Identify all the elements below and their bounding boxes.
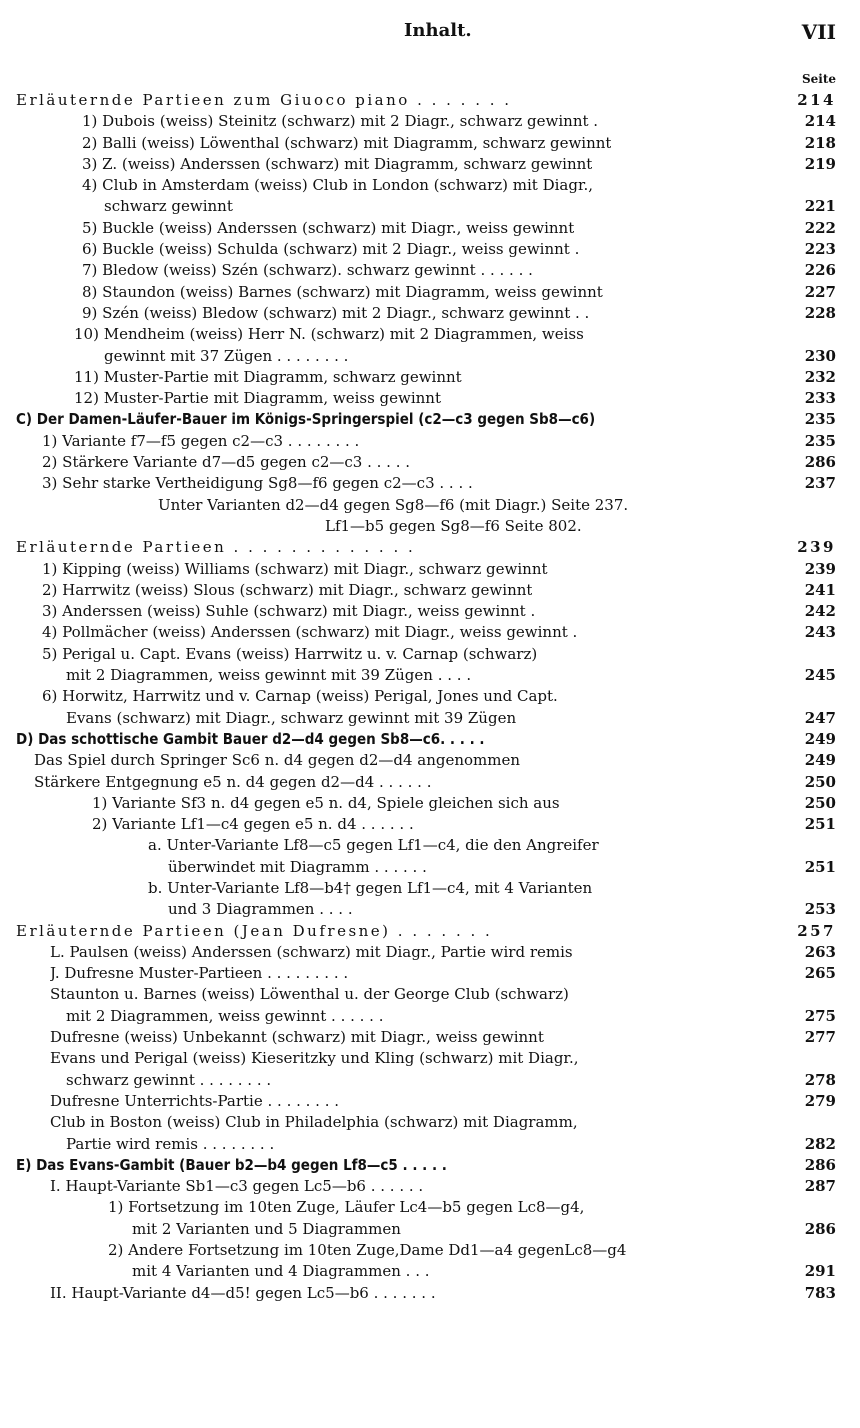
entry-text: mit 4 Varianten und 4 Diagrammen . . . xyxy=(132,1262,430,1281)
toc-entry xyxy=(0,431,860,452)
entry-text: a. Unter-Variante Lf8—c5 gegen Lf1—c4, die den Angreifer xyxy=(148,836,599,855)
toc-entry xyxy=(0,942,860,963)
entry-page: 233 xyxy=(804,389,836,408)
entry-page: 243 xyxy=(804,623,836,642)
entry-page: 263 xyxy=(804,942,836,961)
entry-text: Unter Varianten d2—d4 gegen Sg8—f6 (mit Diagr.) Seite 237. xyxy=(158,495,629,514)
entry-text: 1) Fortsetzung im 10ten Zuge, Läufer Lc4—b5 gegen Lc8—g4, xyxy=(108,1198,585,1217)
entry-page: 235 xyxy=(804,410,836,429)
toc-entry xyxy=(0,1219,860,1240)
entry-text: Erläuternde Partieen zum Giuoco piano . . . . . . . xyxy=(16,91,512,109)
table-of-contents xyxy=(0,90,860,1304)
entry-page: 257 xyxy=(797,921,836,940)
entry-text: 5) Perigal u. Capt. Evans (weiss) Harrwitz u. v. Carnap (schwarz) xyxy=(42,644,538,663)
entry-page: 228 xyxy=(804,303,836,322)
entry-text: schwarz gewinnt xyxy=(104,197,233,216)
entry-text: 4) Pollmächer (weiss) Anderssen (schwarz) mit Diagr., weiss gewinnt . xyxy=(42,623,578,642)
toc-section-heading xyxy=(0,1155,860,1176)
toc-entry xyxy=(0,750,860,771)
entry-text: b. Unter-Variante Lf8—b4† gegen Lf1—c4, mit 4 Varianten xyxy=(148,878,593,897)
entry-text: 2) Andere Fortsetzung im 10ten Zuge,Dame Dd1—a4 gegenLc8—g4 xyxy=(108,1241,627,1260)
entry-page: 239 xyxy=(804,559,836,578)
entry-text: J. Dufresne Muster-Partieen . . . . . . . . . xyxy=(50,964,349,983)
entry-text: E) Das Evans-Gambit (Bauer b2—b4 gegen Lf8—c5 . . . . . xyxy=(16,1155,447,1174)
entry-text: Partie wird remis . . . . . . . . xyxy=(66,1134,275,1153)
toc-entry xyxy=(0,346,860,367)
entry-text: Erläuternde Partieen (Jean Dufresne) . . . . . . . xyxy=(16,921,493,940)
entry-text: 6) Buckle (weiss) Schulda (schwarz) mit 2 Diagr., weiss gewinnt . xyxy=(82,240,580,259)
entry-page: 223 xyxy=(804,240,836,259)
toc-entry xyxy=(0,260,860,281)
entry-text: 2) Harrwitz (weiss) Slous (schwarz) mit Diagr., schwarz gewinnt xyxy=(42,580,533,599)
toc-entry xyxy=(0,878,860,899)
toc-entry xyxy=(0,601,860,622)
entry-text: 3) Anderssen (weiss) Suhle (schwarz) mit Diagr., weiss gewinnt . xyxy=(42,602,536,621)
entry-page: 251 xyxy=(804,815,836,834)
entry-page: 241 xyxy=(804,580,836,599)
toc-entry xyxy=(0,239,860,260)
toc-entry xyxy=(0,154,860,175)
entry-text: Das Spiel durch Springer Sc6 n. d4 gegen d2—d4 angenommen xyxy=(34,751,521,770)
entry-text: I. Haupt-Variante Sb1—c3 gegen Lc5—b6 . . . . . . xyxy=(50,1177,424,1196)
toc-entry xyxy=(0,665,860,686)
entry-text: 9) Szén (weiss) Bledow (schwarz) mit 2 Diagr., schwarz gewinnt . . xyxy=(82,303,590,322)
entry-page: 230 xyxy=(804,346,836,365)
entry-text: Dufresne Unterrichts-Partie . . . . . . . . xyxy=(50,1091,340,1110)
entry-page: 237 xyxy=(804,474,836,493)
entry-text: 3) Z. (weiss) Anderssen (schwarz) mit Diagramm, schwarz gewinnt xyxy=(82,154,593,173)
entry-page: 227 xyxy=(804,282,836,301)
toc-entry xyxy=(0,772,860,793)
entry-text: 11) Muster-Partie mit Diagramm, schwarz gewinnt xyxy=(74,367,462,386)
entry-page: 279 xyxy=(804,1091,836,1110)
entry-page: 247 xyxy=(804,708,836,727)
toc-entry xyxy=(0,1006,860,1027)
entry-text: C) Der Damen-Läufer-Bauer im Königs-Springerspiel (c2—c3 gegen Sb8—c6) xyxy=(16,410,596,429)
entry-text: mit 2 Varianten und 5 Diagrammen xyxy=(132,1219,401,1238)
toc-entry xyxy=(0,793,860,814)
toc-entry xyxy=(0,899,860,920)
entry-text: 8) Staundon (weiss) Barnes (schwarz) mit Diagramm, weiss gewinnt xyxy=(82,282,603,301)
header-title: Inhalt. xyxy=(404,20,472,41)
entry-page: 291 xyxy=(804,1262,836,1281)
toc-entry xyxy=(0,495,860,516)
header-page-number: VII xyxy=(801,20,836,44)
toc-entry xyxy=(0,708,860,729)
entry-page: 219 xyxy=(804,154,836,173)
toc-entry xyxy=(0,1091,860,1112)
entry-page: 235 xyxy=(804,431,836,450)
toc-entry xyxy=(0,835,860,856)
entry-page: 253 xyxy=(804,900,836,919)
toc-entry xyxy=(0,1176,860,1197)
entry-page: 222 xyxy=(804,218,836,237)
toc-entry xyxy=(0,1134,860,1155)
entry-text: Staunton u. Barnes (weiss) Löwenthal u. der George Club (schwarz) xyxy=(50,985,569,1004)
entry-text: Dufresne (weiss) Unbekannt (schwarz) mit Diagr., weiss gewinnt xyxy=(50,1028,544,1047)
entry-text: 6) Horwitz, Harrwitz und v. Carnap (weiss) Perigal, Jones und Capt. xyxy=(42,687,558,706)
entry-text: II. Haupt-Variante d4—d5! gegen Lc5—b6 . . . . . . . xyxy=(50,1283,436,1302)
toc-entry xyxy=(0,367,860,388)
entry-text: mit 2 Diagrammen, weiss gewinnt mit 39 Zügen . . . . xyxy=(66,666,472,685)
entry-text: 2) Balli (weiss) Löwenthal (schwarz) mit Diagramm, schwarz gewinnt xyxy=(82,133,612,152)
entry-text: Erläuternde Partieen . . . . . . . . . . . . . xyxy=(16,538,416,557)
entry-text: L. Paulsen (weiss) Anderssen (schwarz) mit Diagr., Partie wird remis xyxy=(50,942,573,961)
page-header xyxy=(0,20,860,50)
entry-text: 1) Dubois (weiss) Steinitz (schwarz) mit 2 Diagr., schwarz gewinnt . xyxy=(82,112,599,131)
entry-page: 249 xyxy=(804,729,836,748)
entry-text: schwarz gewinnt . . . . . . . . xyxy=(66,1070,272,1089)
toc-entry xyxy=(0,133,860,154)
toc-entry xyxy=(0,196,860,217)
toc-entry xyxy=(0,686,860,707)
entry-page: 232 xyxy=(804,367,836,386)
toc-entry xyxy=(0,324,860,345)
toc-entry xyxy=(0,1283,860,1304)
toc-entry xyxy=(0,218,860,239)
toc-entry xyxy=(0,921,860,942)
entry-text: Club in Boston (weiss) Club in Philadelphia (schwarz) mit Diagramm, xyxy=(50,1113,578,1132)
entry-text: 1) Variante f7—f5 gegen c2—c3 . . . . . . . . xyxy=(42,431,360,450)
toc-entry xyxy=(0,1048,860,1069)
entry-page: 218 xyxy=(804,133,836,152)
entry-text: 5) Buckle (weiss) Anderssen (schwarz) mit Diagr., weiss gewinnt xyxy=(82,218,575,237)
toc-section-heading xyxy=(0,729,860,750)
entry-text: und 3 Diagrammen . . . . xyxy=(168,900,353,919)
toc-entry xyxy=(0,516,860,537)
entry-page: 265 xyxy=(804,964,836,983)
entry-page: 214 xyxy=(804,112,836,131)
entry-page: 287 xyxy=(804,1177,836,1196)
toc-entry xyxy=(0,857,860,878)
entry-text: Evans und Perigal (weiss) Kieseritzky und Kling (schwarz) mit Diagr., xyxy=(50,1049,579,1068)
toc-entry xyxy=(0,388,860,409)
entry-text: 3) Sehr starke Vertheidigung Sg8—f6 gegen c2—c3 . . . . xyxy=(42,474,473,493)
toc-entry xyxy=(0,559,860,580)
toc-entry xyxy=(0,452,860,473)
entry-page: 249 xyxy=(804,751,836,770)
entry-page: 250 xyxy=(804,772,836,791)
toc-entry xyxy=(0,1027,860,1048)
entry-text: 2) Variante Lf1—c4 gegen e5 n. d4 . . . . . . xyxy=(92,815,414,834)
toc-entry xyxy=(0,580,860,601)
entry-page: 221 xyxy=(804,197,836,216)
toc-entry xyxy=(0,1112,860,1133)
entry-text: überwindet mit Diagramm . . . . . . xyxy=(168,857,427,876)
entry-page: 214 xyxy=(797,91,836,109)
toc-entry xyxy=(0,473,860,494)
toc-entry xyxy=(0,963,860,984)
entry-page: 239 xyxy=(797,538,836,557)
toc-entry xyxy=(0,537,860,558)
entry-page: 286 xyxy=(804,1155,836,1174)
toc-entry xyxy=(0,282,860,303)
entry-page: 278 xyxy=(804,1070,836,1089)
toc-entry xyxy=(0,1197,860,1218)
entry-page: 282 xyxy=(804,1134,836,1153)
entry-text: Lf1—b5 gegen Sg8—f6 Seite 802. xyxy=(325,516,582,535)
toc-entry xyxy=(0,984,860,1005)
entry-page: 277 xyxy=(804,1028,836,1047)
toc-entry xyxy=(0,1070,860,1091)
toc-entry xyxy=(0,303,860,324)
entry-page: 242 xyxy=(804,602,836,621)
entry-page: 783 xyxy=(804,1283,836,1302)
entry-page: 250 xyxy=(804,793,836,812)
toc-entry xyxy=(0,175,860,196)
entry-page: 245 xyxy=(804,666,836,685)
toc-entry xyxy=(0,111,860,132)
toc-entry xyxy=(0,644,860,665)
entry-text: Evans (schwarz) mit Diagr., schwarz gewinnt mit 39 Zügen xyxy=(66,708,517,727)
toc-entry xyxy=(0,1261,860,1282)
toc-entry xyxy=(0,622,860,643)
entry-text: 1) Kipping (weiss) Williams (schwarz) mit Diagr., schwarz gewinnt xyxy=(42,559,548,578)
entry-text: 12) Muster-Partie mit Diagramm, weiss gewinnt xyxy=(74,389,441,408)
entry-text: D) Das schottische Gambit Bauer d2—d4 gegen Sb8—c6. . . . . xyxy=(16,729,485,748)
entry-page: 275 xyxy=(804,1006,836,1025)
entry-page: 286 xyxy=(804,1219,836,1238)
entry-text: 4) Club in Amsterdam (weiss) Club in London (schwarz) mit Diagr., xyxy=(82,176,594,195)
seite-column-label: Seite xyxy=(801,72,836,86)
toc-entry xyxy=(0,1240,860,1261)
toc-section-heading xyxy=(0,409,860,430)
entry-page: 251 xyxy=(804,857,836,876)
entry-text: 1) Variante Sf3 n. d4 gegen e5 n. d4, Spiele gleichen sich aus xyxy=(92,793,560,812)
entry-text: mit 2 Diagrammen, weiss gewinnt . . . . . . xyxy=(66,1006,384,1025)
entry-page: 226 xyxy=(804,261,836,280)
entry-page: 286 xyxy=(804,453,836,472)
entry-text: gewinnt mit 37 Zügen . . . . . . . . xyxy=(104,346,349,365)
entry-text: 7) Bledow (weiss) Szén (schwarz). schwarz gewinnt . . . . . . xyxy=(82,261,533,280)
entry-text: Stärkere Entgegnung e5 n. d4 gegen d2—d4 . . . . . . xyxy=(34,772,432,791)
toc-entry xyxy=(0,90,860,111)
entry-text: 10) Mendheim (weiss) Herr N. (schwarz) mit 2 Diagrammen, weiss xyxy=(74,325,584,344)
toc-entry xyxy=(0,814,860,835)
entry-text: 2) Stärkere Variante d7—d5 gegen c2—c3 . . . . . xyxy=(42,453,411,472)
